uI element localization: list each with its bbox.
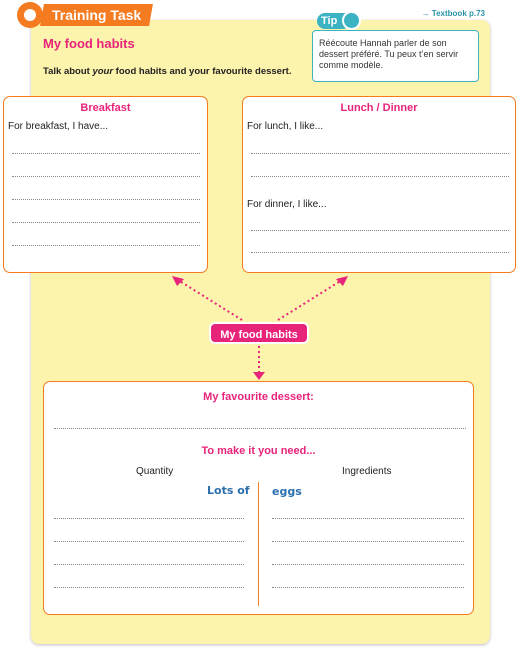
dessert-title: My favourite dessert: (203, 391, 314, 403)
breakfast-answer-line[interactable] (12, 199, 200, 200)
lunch-dinner-title: Lunch / Dinner (340, 102, 418, 114)
breakfast-title: Breakfast (80, 102, 131, 114)
instruction-pre: Talk about (43, 66, 93, 77)
center-label: My food habits (209, 322, 309, 344)
lunch-answer-line[interactable] (251, 153, 509, 154)
quantity-line[interactable] (54, 518, 244, 519)
column-divider (258, 482, 259, 606)
ingredient-entry: eggs (272, 485, 302, 498)
breakfast-box (3, 96, 208, 273)
breakfast-answer-line[interactable] (12, 153, 200, 154)
dinner-prompt: For dinner, I like... (247, 199, 327, 210)
lunch-answer-line[interactable] (251, 176, 509, 177)
quantity-line[interactable] (54, 541, 244, 542)
breakfast-answer-line[interactable] (12, 222, 200, 223)
ingredient-line[interactable] (272, 541, 464, 542)
training-task-label: Training Task (52, 7, 142, 23)
lunch-dinner-box (242, 96, 516, 273)
instruction-post: food habits and your favourite dessert. (113, 66, 292, 77)
quantity-entry: Lots of (207, 484, 250, 497)
tip-box (312, 30, 479, 82)
ingredient-line[interactable] (272, 518, 464, 519)
ingredient-line[interactable] (272, 587, 464, 588)
speech-bubble-icon (17, 2, 43, 28)
breakfast-answer-line[interactable] (12, 245, 200, 246)
dinner-answer-line[interactable] (251, 230, 509, 231)
quantity-header: Quantity (136, 466, 174, 477)
breakfast-answer-line[interactable] (12, 176, 200, 177)
instruction-text (43, 66, 291, 77)
need-title: To make it you need... (201, 445, 316, 457)
ingredients-header: Ingredients (342, 466, 392, 477)
dessert-box (43, 381, 474, 615)
tip-text: Réécoute Hannah parler de son dessert préféré. Tu peux t’en servir comme modèle. (319, 38, 459, 70)
lunch-prompt: For lunch, I like... (247, 121, 324, 132)
breakfast-prompt: For breakfast, I have... (8, 121, 109, 132)
dinner-answer-line[interactable] (251, 252, 509, 253)
quantity-line[interactable] (54, 564, 244, 565)
ingredient-line[interactable] (272, 564, 464, 565)
page-title: My food habits (43, 36, 135, 51)
quantity-line[interactable] (54, 587, 244, 588)
instruction-emphasis: your (92, 66, 114, 77)
tip-label: Tip (317, 13, 351, 29)
textbook-reference: → Textbook p.73 (421, 9, 485, 18)
tip-bubble-icon (342, 11, 361, 30)
dessert-answer-line[interactable] (54, 428, 466, 429)
training-task-banner (40, 4, 153, 26)
